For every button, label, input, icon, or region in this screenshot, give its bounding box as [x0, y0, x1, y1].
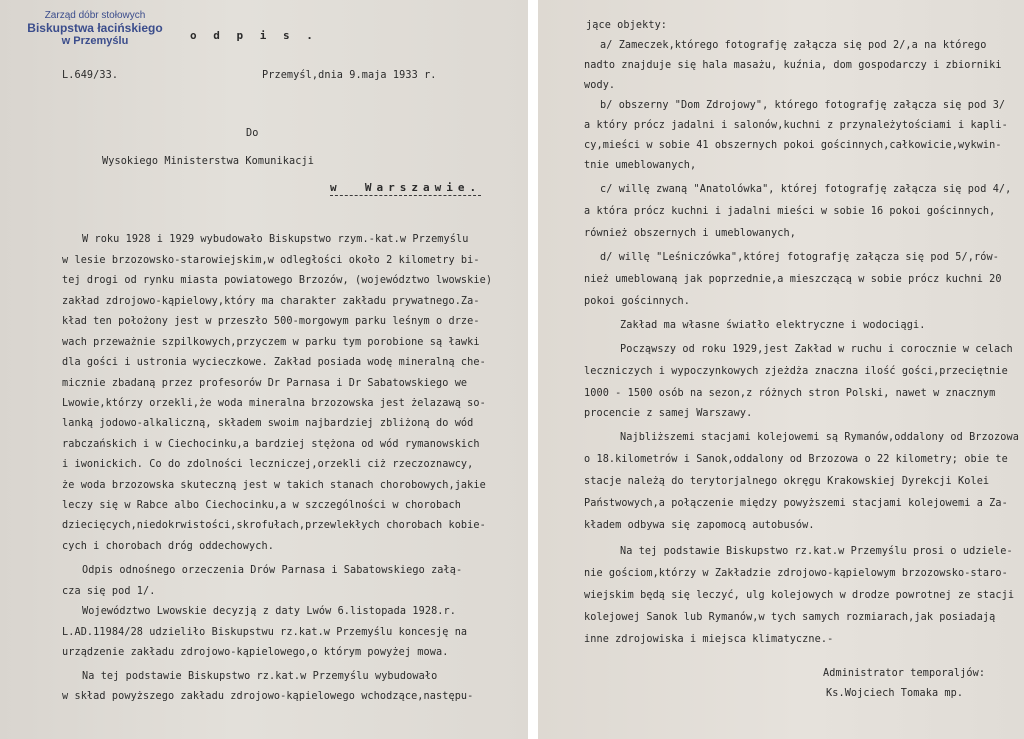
document-title: o d p i s . [190, 29, 318, 42]
right-page [538, 0, 1024, 739]
right-body-line: jące objekty: [586, 20, 668, 31]
place-and-date: Przemyśl,dnia 9.maja 1933 r. [262, 70, 437, 81]
stamp-line-2: Biskupstwa łacińskiego [27, 20, 163, 35]
right-body-line: leczniczych i wypoczynkowych zjeżdża znaczna ilość gości,przeciętnie [584, 366, 1008, 377]
right-body-line: cy,mieści w sobie 41 obszernych pokoi gościnnych,całkowicie,wykwin- [584, 140, 1002, 151]
signature-name: Ks.Wojciech Tomaka mp. [826, 688, 964, 699]
right-body-line: Począwszy od roku 1929,jest Zakład w ruchu i corocznie w celach [620, 344, 1013, 355]
right-body-line: stacje należą do terytorjalnego okręgu Krakowskiej Dyrekcji Kolei [584, 476, 990, 487]
left-body-line: i iwonickich. Co do zdolności leczniczej,orzekli ciż rzeczoznawcy, [62, 459, 474, 470]
left-body-line: lanką jodowo-alkaliczną, składem swoim najbardziej zbliżoną do wód [62, 418, 474, 429]
left-body-line: cych i chorobach dróg oddechowych. [62, 541, 274, 552]
left-body-line: zakład zdrojowo-kąpielowy,który ma charakter zakładu prywatnego.Za- [62, 296, 480, 307]
right-body-line: tnie umeblowanych, [584, 160, 697, 171]
left-body-line: Odpis odnośnego orzeczenia Drów Parnasa i Sabatowskiego załą- [82, 565, 463, 576]
right-body-line: a która prócz kuchni i jadalni mieści w sobie 16 pokoi gościnnych, [584, 206, 996, 217]
left-body-line: cza się pod 1/. [62, 586, 156, 597]
left-body-line: urządzenie zakładu zdrojowo-kąpielowego,o którym powyżej mowa. [62, 647, 449, 658]
right-body-line: Najbliższemi stacjami kolejowemi są Rymanów,oddalony od Brzozowa [620, 432, 1019, 443]
addressee-recipient: Wysokiego Ministerstwa Komunikacji [102, 156, 314, 167]
right-body-line: b/ obszerny "Dom Zdrojowy", którego fotografję załącza się pod 3/ [600, 100, 1006, 111]
left-body-line: Na tej podstawie Biskupstwo rz.kat.w Przemyślu wybudowało [82, 671, 438, 682]
right-body-line: kładem odbywa się zapomocą autobusów. [584, 520, 815, 531]
right-body-line: również obszernych i umeblowanych, [584, 228, 796, 239]
right-body-line: a/ Zameczek,którego fotografję załącza się pod 2/,a na którego [600, 40, 987, 51]
left-body-line: leczy się w Rabce albo Ciechocinku,a w szczególności w chorobach [62, 500, 461, 511]
addressee-city: w Warszawie. [330, 181, 482, 194]
left-body-line: w skład powyższego zakładu zdrojowo-kąpielowego wchodzące,następu- [62, 691, 474, 702]
page-gutter [528, 0, 538, 739]
right-body-line: wiejskim będą się leczyć, ulg kolejowych w drodze powrotnej ze stacji [584, 590, 1015, 601]
right-body-line: 1000 - 1500 osób na sezon,z różnych stron Polski, nawet w znacznym [584, 388, 996, 399]
right-body-line: pokoi gościnnych. [584, 296, 690, 307]
reference-number: L.649/33. [62, 70, 119, 81]
signature-role: Administrator temporaljów: [823, 668, 986, 679]
right-body-line: o 18.kilometrów i Sanok,oddalony od Brzozowa o 22 kilometry; obie te [584, 454, 1008, 465]
right-body-line: Na tej podstawie Biskupstwo rz.kat.w Przemyślu prosi o udziele- [620, 546, 1013, 557]
right-body-line: wody. [584, 80, 616, 91]
left-body-line: dla gości i ustronia wycieczkowe. Zakład posiada wodę mineralną che- [62, 357, 486, 368]
stamp-line-1: Zarząd dóbr stołowych [44, 10, 146, 21]
right-body-line: d/ willę "Leśniczówka",której fotografję załącza się pod 5/,rów- [600, 252, 999, 263]
left-body-line: wach przeważnie szpilkowych,przyczem w parku tym porobione są ławki [62, 337, 480, 348]
right-body-line: Zakład ma własne światło elektryczne i wodociągi. [620, 320, 926, 331]
right-body-line: a który prócz jadalni i salonów,kuchni z przynależytościami i kapli- [584, 120, 1008, 131]
left-body-line: w lesie brzozowsko-starowiejskim,w odległości około 2 kilometry bi- [62, 255, 480, 266]
right-body-line: nadto znajduje się hala masażu, kuźnia, dom gospodarczy i zbiorniki [584, 60, 1002, 71]
left-body-line: rabczańskich i w Ciechocinku,a bardziej stężona od wód rymanowskich [62, 439, 480, 450]
addressee-to: Do [246, 128, 259, 139]
administration-stamp [10, 10, 180, 48]
left-body-line: tej drogi od rynku miasta powiatowego Brzozów, (województwo lwowskie) [62, 275, 493, 286]
left-body-line: dziecięcych,niedokrwistości,skrofułach,przewlekłych chorobach kobie- [62, 520, 486, 531]
stamp-line-3: w Przemyślu [61, 35, 129, 48]
right-body-line: procencie z samej Warszawy. [584, 408, 753, 419]
right-body-line: nie gościom,którzy w Zakładzie zdrojowo-kąpielowym brzozowsko-staro- [584, 568, 1008, 579]
right-body-line: Państwowych,a połączenie między powyższemi stacjami kolejowemi a Za- [584, 498, 1008, 509]
right-body-line: kolejowej Sanok lub Rymanów,w tych samych rozmiarach,jak posiadają [584, 612, 996, 623]
left-body-line: W roku 1928 i 1929 wybudowało Biskupstwo rzym.-kat.w Przemyślu [82, 234, 469, 245]
left-body-line: kład ten położony jest w przeszło 500-morgowym parku leśnym o drze- [62, 316, 480, 327]
left-body-line: Województwo Lwowskie decyzją z daty Lwów 6.listopada 1928.r. [82, 606, 457, 617]
left-body-line: L.AD.11984/28 udzieliło Biskupstwu rz.kat.w Przemyślu koncesję na [62, 627, 468, 638]
right-body-line: inne zdrojowiska i miejsca klimatyczne.- [584, 634, 834, 645]
left-body-line: micznie zbadaną przez profesorów Dr Parnasa i Dr Sabatowskiego we [62, 378, 468, 389]
right-body-line: nież umeblowaną jak poprzednie,a mieszczącą w sobie prócz kuchni 20 [584, 274, 1002, 285]
left-body-line: Lwowie,którzy orzekli,że woda mineralna brzozowska jest żelazawą so- [62, 398, 486, 409]
right-body-line: c/ willę zwaną "Anatolówka", której fotografję załącza się pod 4/, [600, 184, 1012, 195]
left-body-line: że woda brzozowska skuteczną jest w takich stanach chorobowych,jakie [62, 480, 486, 491]
